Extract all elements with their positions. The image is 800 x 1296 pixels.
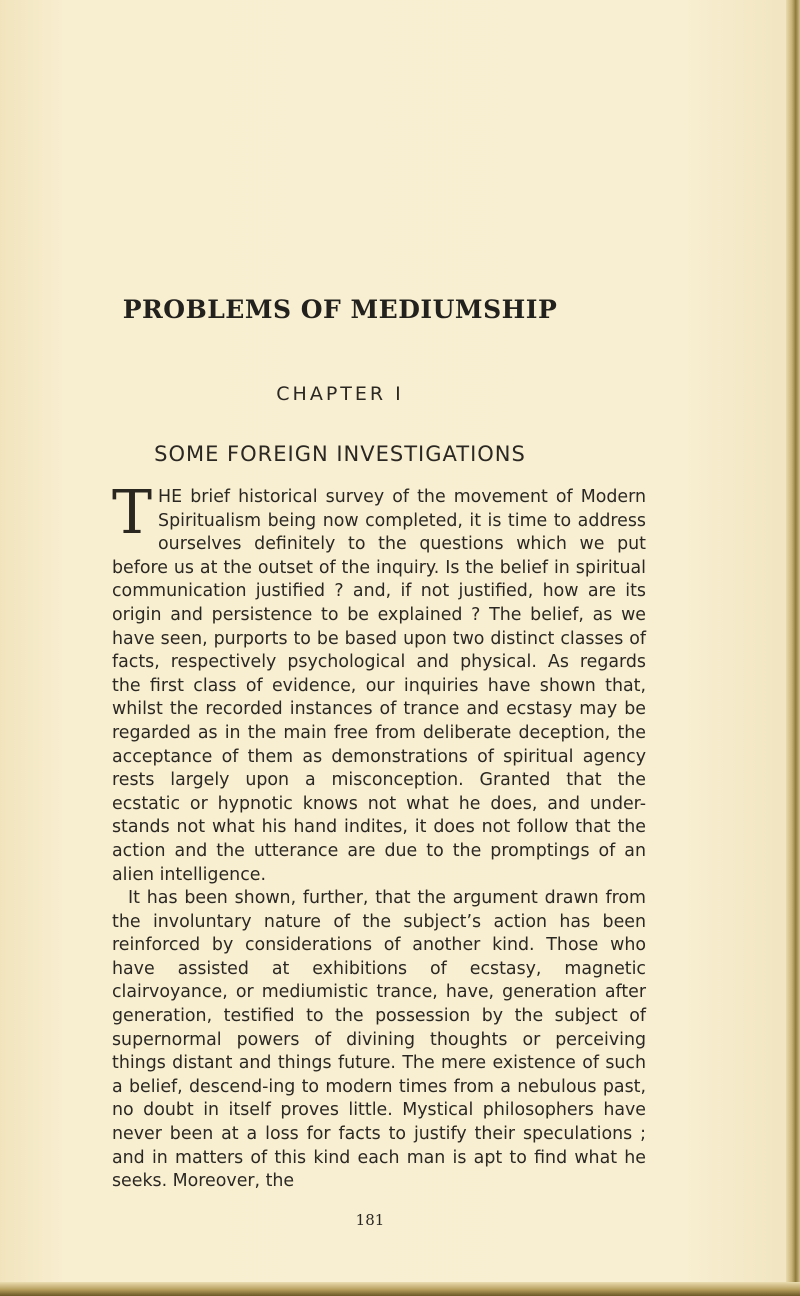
paragraph-1 — [112, 478, 646, 887]
drop-cap: T — [112, 478, 153, 548]
paragraph-2: It has been shown, further, that the argument drawn from the involuntary nature of the subject’s action has been reinforced by considerations of another kind. Those who have assisted at exhibitions of ecstasy, magnetic clairvoyance, or mediumistic trance, have, generation after generation, testified to the possession by the subject of supernormal powers of divining thoughts or perceiving things distant and things future. The mere existence of such a belief, descend-ing to modern times from a nebulous past, no doubt in itself proves little. Mystical philosophers have never been at a loss for facts to justify their speculations ; and in matters of this kind each man is apt to find what he seeks. Moreover, the — [112, 888, 646, 1192]
chapter-label: CHAPTER I — [276, 383, 404, 405]
page-number: 181 — [355, 1211, 385, 1229]
paragraph-1-text: HE brief historical survey of the movement of Modern Spiritualism being now completed, it is time to address ourselves definitely to the questions which we put before us at the outset of the inquiry. Is the belief in spiritual communication justified ? and, if not justified, how are its origin and persistence to be explained ? The belief, as we have seen, purports to be based upon two distinct classes of facts, respectively psychological and physical. As regards the first class of evidence, our inquiries have shown that, whilst the recorded instances of trance and ecstasy may be regarded as in the main free from deliberate deception, the acceptance of them as demonstrations of spiritual agency rests largely upon a misconception. Granted that the ecstatic or hypnotic knows not what he does, and under-stands not what his hand indites, it does not follow that the action and the utterance are due to the promptings of an alien intelligence. — [112, 487, 646, 885]
book-title: PROBLEMS OF MEDIUMSHIP — [122, 295, 558, 324]
bottom-page-edge — [0, 1282, 800, 1296]
page-edge — [786, 0, 800, 1296]
chapter-title: SOME FOREIGN INVESTIGATIONS — [154, 442, 526, 466]
body-text — [112, 478, 646, 1194]
